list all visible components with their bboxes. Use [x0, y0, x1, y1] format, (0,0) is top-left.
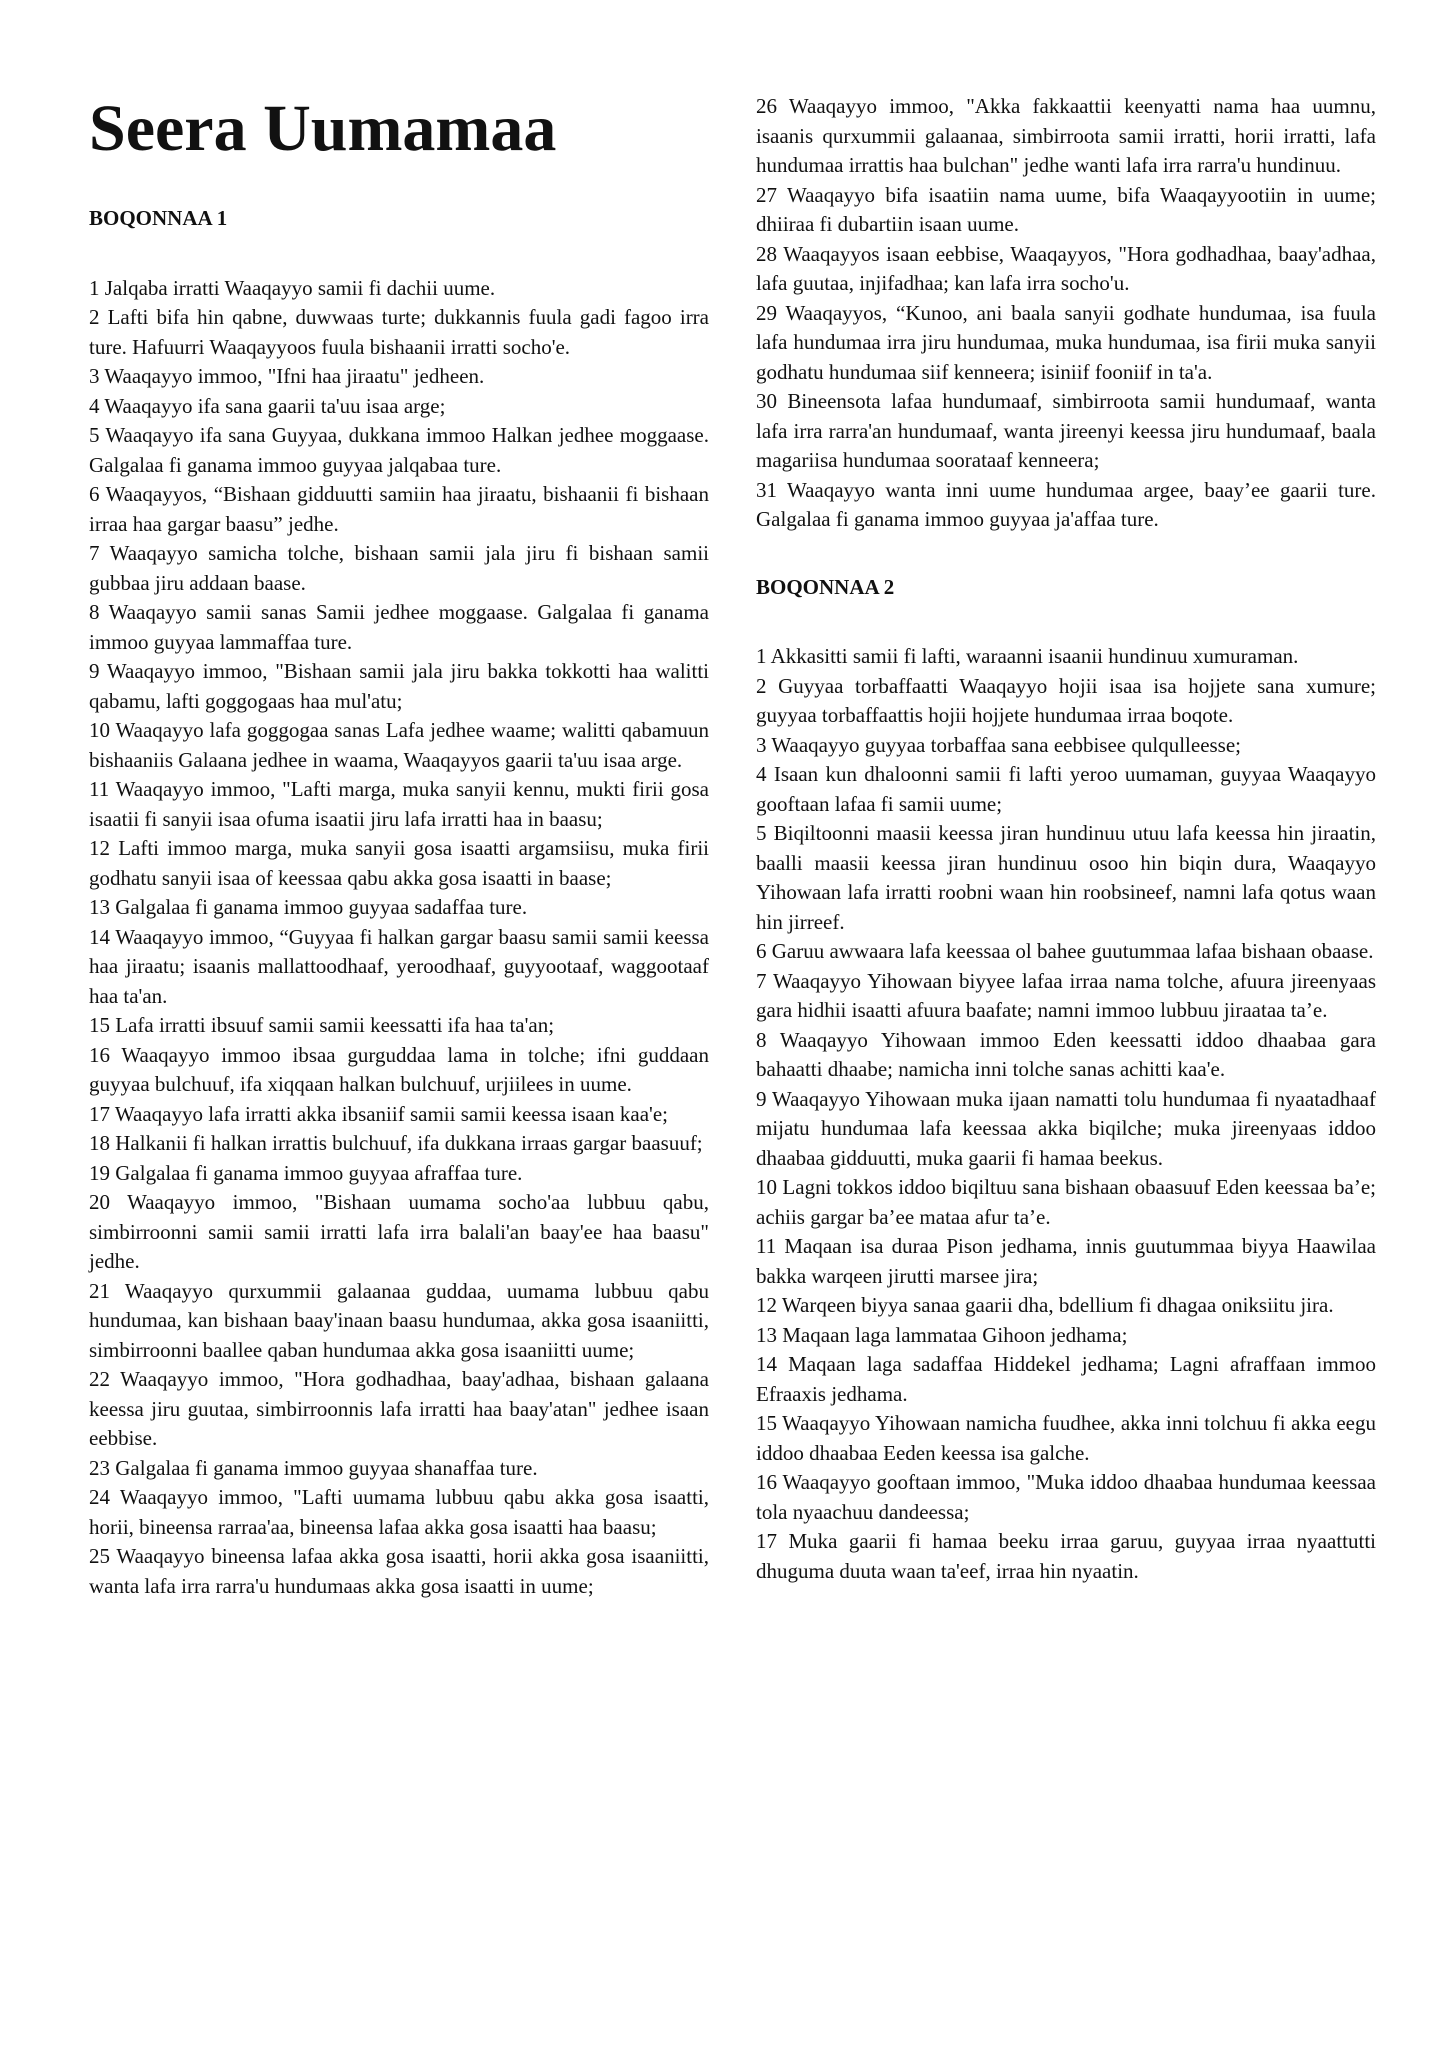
verse: 21 Waaqayyo qurxummii galaanaa guddaa, uumama lubbuu qabu hundumaa, kan bishaan baay'inaan baasu hundumaa, akka gosa isaaniitti, simbirroonni baallee qaban hundumaa akka gosa isaaniitti uume; — [89, 1278, 709, 1362]
verse: 16 Waaqayyo immoo ibsaa gurguddaa lama in tolche; ifni guddaan guyyaa bulchuuf, ifa xiqqaan halkan bulchuuf, urjiilees in uume. — [89, 1042, 709, 1096]
verse: 5 Biqiltoonni maasii keessa jiran hundinuu utuu lafa keessa hin jiraatin, baalli maasii keessa jiran hundinuu osoo hin biqin dura, Waaqayyo Yihowaan lafa irratti roobni waan hin roobsineef, namni lafa qotus waan hin jirreef. — [756, 821, 1376, 934]
verse: 16 Waaqayyo gooftaan immoo, "Muka iddoo dhaabaa hundumaa keessaa tola nyaachuu dandeessa; — [756, 1470, 1376, 1524]
verse: 2 Guyyaa torbaffaatti Waaqayyo hojii isaa isa hojjete sana xumure; guyyaa torbaffaattis hojii hojjete hundumaa irraa boqote. — [756, 673, 1376, 727]
verse: 15 Lafa irratti ibsuuf samii samii keessatti ifa haa ta'an; — [89, 1013, 555, 1037]
verse: 8 Waaqayyo samii sanas Samii jedhee moggaase. Galgalaa fi ganama immoo guyyaa lammaffaa ture. — [89, 600, 709, 654]
verse: 11 Maqaan isa duraa Pison jedhama, innis guutummaa biyya Haawilaa bakka warqeen jirutti marsee jira; — [756, 1234, 1376, 1288]
verse: 29 Waaqayyos, “Kunoo, ani baala sanyii godhate hundumaa, isa fuula lafa hundumaa irra jiru hundumaa, muka hundumaa, isa firii muka sanyii godhatu hundumaa siif kenneera; isiniif fooniif in ta'a. — [756, 300, 1376, 384]
verse: 4 Isaan kun dhaloonni samii fi lafti yeroo uumaman, guyyaa Waaqayyo gooftaan lafaa fi samii uume; — [756, 762, 1376, 816]
verse: 3 Waaqayyo immoo, "Ifni haa jiraatu" jedheen. — [89, 364, 485, 388]
verse: 11 Waaqayyo immoo, "Lafti marga, muka sanyii kennu, mukti firii gosa isaatii fi sanyii isaa ofuma isaatii jiru lafa irratti haa in baasu; — [89, 777, 709, 831]
chapter-1-heading: BOQONNAA 1 — [89, 206, 228, 230]
verse: 9 Waaqayyo immoo, "Bishaan samii jala jiru bakka tokkotti haa walitti qabamu, lafti goggogaas haa mul'atu; — [89, 659, 709, 713]
verse: 14 Maqaan laga sadaffaa Hiddekel jedhama; Lagni afraffaan immoo Efraaxis jedhama. — [756, 1352, 1376, 1406]
verse: 10 Waaqayyo lafa goggogaa sanas Lafa jedhee waame; walitti qabamuun bishaaniis Galaana jedhee in waama, Waaqayyos gaarii ta'uu isaa arge. — [89, 718, 709, 772]
verse: 10 Lagni tokkos iddoo biqiltuu sana bishaan obaasuuf Eden keessaa ba’e; achiis gargar ba’ee mataa afur ta’e. — [756, 1175, 1376, 1229]
chapter-1-verses — [89, 274, 709, 1602]
verse: 8 Waaqayyo Yihowaan immoo Eden keessatti iddoo dhaabaa gara bahaatti dhaabe; namicha inni tolche sanas achitti kaa'e. — [756, 1027, 1376, 1081]
verse: 4 Waaqayyo ifa sana gaarii ta'uu isaa arge; — [89, 393, 446, 418]
verse: 28 Waaqayyos isaan eebbise, Waaqayyos, "Hora godhadhaa, baay'adhaa, lafa guutaa, injifadhaa; kan lafa irra socho'u. — [756, 241, 1376, 295]
verse: 23 Galgalaa fi ganama immoo guyyaa shanaffaa ture. — [89, 1455, 538, 1480]
verse: 13 Galgalaa fi ganama immoo guyyaa sadaffaa ture. — [89, 895, 528, 919]
verse: 1 Akkasitti samii fi lafti, waraanni isaanii hundinuu xumuraman. — [756, 644, 1299, 668]
verse: 6 Waaqayyos, “Bishaan gidduutti samiin haa jiraatu, bishaanii fi bishaan irraa haa gargar baasu” jedhe. — [89, 482, 709, 536]
verse: 2 Lafti bifa hin qabne, duwwaas turte; dukkannis fuula gadi fagoo irra ture. Hafuurri Waaqayyoos fuula bishaanii irratti socho'e. — [89, 305, 709, 359]
verse: 14 Waaqayyo immoo, “Guyyaa fi halkan gargar baasu samii samii keessa haa jiraatu; isaanis mallattoodhaaf, yeroodhaaf, guyyootaaf, waggootaaf haa ta'an. — [89, 924, 709, 1008]
verse: 24 Waaqayyo immoo, "Lafti uumama lubbuu qabu akka gosa isaatti, horii, bineensa rarraa'aa, bineensa lafaa akka gosa isaatti haa baasu; — [89, 1485, 709, 1539]
verse: 3 Waaqayyo guyyaa torbaffaa sana eebbisee qulqulleesse; — [756, 732, 1242, 757]
verse: 30 Bineensota lafaa hundumaaf, simbirroota samii hundumaaf, wanta lafa irra rarra'an hundumaaf, wanta jireenyi keessa jiru hundumaaf, baala magariisa hundumaa soorataaf kenneera; — [756, 389, 1376, 472]
verse: 31 Waaqayyo wanta inni uume hundumaa argee, baay’ee gaarii ture. Galgalaa fi ganama immoo guyyaa ja'affaa ture. — [756, 477, 1376, 531]
chapter-2-heading: BOQONNAA 2 — [756, 574, 895, 599]
verse: 9 Waaqayyo Yihowaan muka ijaan namatti tolu hundumaa fi nyaatadhaaf mijatu hundumaa lafa keessaa akka biqilche; muka jireenyaas iddoo dhaabaa gidduutti, muka gaarii fi hamaa beekus. — [756, 1086, 1376, 1170]
verse: 27 Waaqayyo bifa isaatiin nama uume, bifa Waaqayyootiin in uume; dhiiraa fi dubartiin isaan uume. — [756, 182, 1376, 236]
verse: 18 Halkanii fi halkan irrattis bulchuuf, ifa dukkana irraas gargar baasuuf; — [89, 1131, 703, 1155]
verse: 15 Waaqayyo Yihowaan namicha fuudhee, akka inni tolchuu fi akka eegu iddoo dhaabaa Eeden keessa isa galche. — [756, 1411, 1376, 1465]
chapter-1-verses-continued — [756, 92, 1376, 535]
verse: 12 Lafti immoo marga, muka sanyii gosa isaatti argamsiisu, muka firii godhatu sanyii isaa of keessaa qabu akka gosa isaatti in baase; — [89, 836, 709, 890]
verse: 7 Waaqayyo samicha tolche, bishaan samii jala jiru fi bishaan samii gubbaa jiru addaan baase. — [89, 541, 709, 595]
right-column — [756, 92, 1376, 1586]
left-column — [89, 92, 709, 1601]
verse: 13 Maqaan laga lammataa Gihoon jedhama; — [756, 1322, 1128, 1347]
verse: 5 Waaqayyo ifa sana Guyyaa, dukkana immoo Halkan jedhee moggaase. Galgalaa fi ganama immoo guyyaa jalqabaa ture. — [89, 423, 709, 477]
chapter-2-verses — [756, 642, 1376, 1586]
document-title: Seera Uumamaa — [89, 92, 557, 165]
verse: 22 Waaqayyo immoo, "Hora godhadhaa, baay'adhaa, bishaan galaana keessa jiru guutaa, simbirroonnis lafa irratti haa baay'atan" jedhee isaan eebbise. — [89, 1367, 709, 1450]
verse: 17 Muka gaarii fi hamaa beeku irraa garuu, guyyaa irraa nyaattutti dhuguma duuta waan ta'eef, irraa hin nyaatin. — [756, 1529, 1376, 1583]
verse: 17 Waaqayyo lafa irratti akka ibsaniif samii samii keessa isaan kaa'e; — [89, 1101, 668, 1126]
verse: 20 Waaqayyo immoo, "Bishaan uumama socho'aa lubbuu qabu, simbirroonni samii samii irratti lafa irra balali'an baay'ee haa baasu" jedhe. — [89, 1190, 709, 1273]
verse: 12 Warqeen biyya sanaa gaarii dha, bdellium fi dhagaa oniksiitu jira. — [756, 1293, 1334, 1317]
verse: 7 Waaqayyo Yihowaan biyyee lafaa irraa nama tolche, afuura jireenyaas gara hidhii isaatti afuura baafate; namni immoo lubbuu jiraataa ta’e. — [756, 968, 1376, 1022]
verse: 1 Jalqaba irratti Waaqayyo samii fi dachii uume. — [89, 275, 496, 300]
verse: 25 Waaqayyo bineensa lafaa akka gosa isaatti, horii akka gosa isaaniitti, wanta lafa irra rarra'u hundumaas akka gosa isaatti in uume; — [89, 1544, 709, 1598]
verse: 19 Galgalaa fi ganama immoo guyyaa afraffaa ture. — [89, 1160, 523, 1185]
verse: 6 Garuu awwaara lafa keessaa ol bahee guutummaa lafaa bishaan obaase. — [756, 939, 1374, 963]
verse: 26 Waaqayyo immoo, "Akka fakkaattii keenyatti nama haa uumnu, isaanis qurxummii galaanaa, simbirroota samii irratti, horii irratti, lafa hundumaa irrattis haa bulchan" jedhe wanti lafa irra rarra'u hundinuu. — [756, 94, 1376, 177]
